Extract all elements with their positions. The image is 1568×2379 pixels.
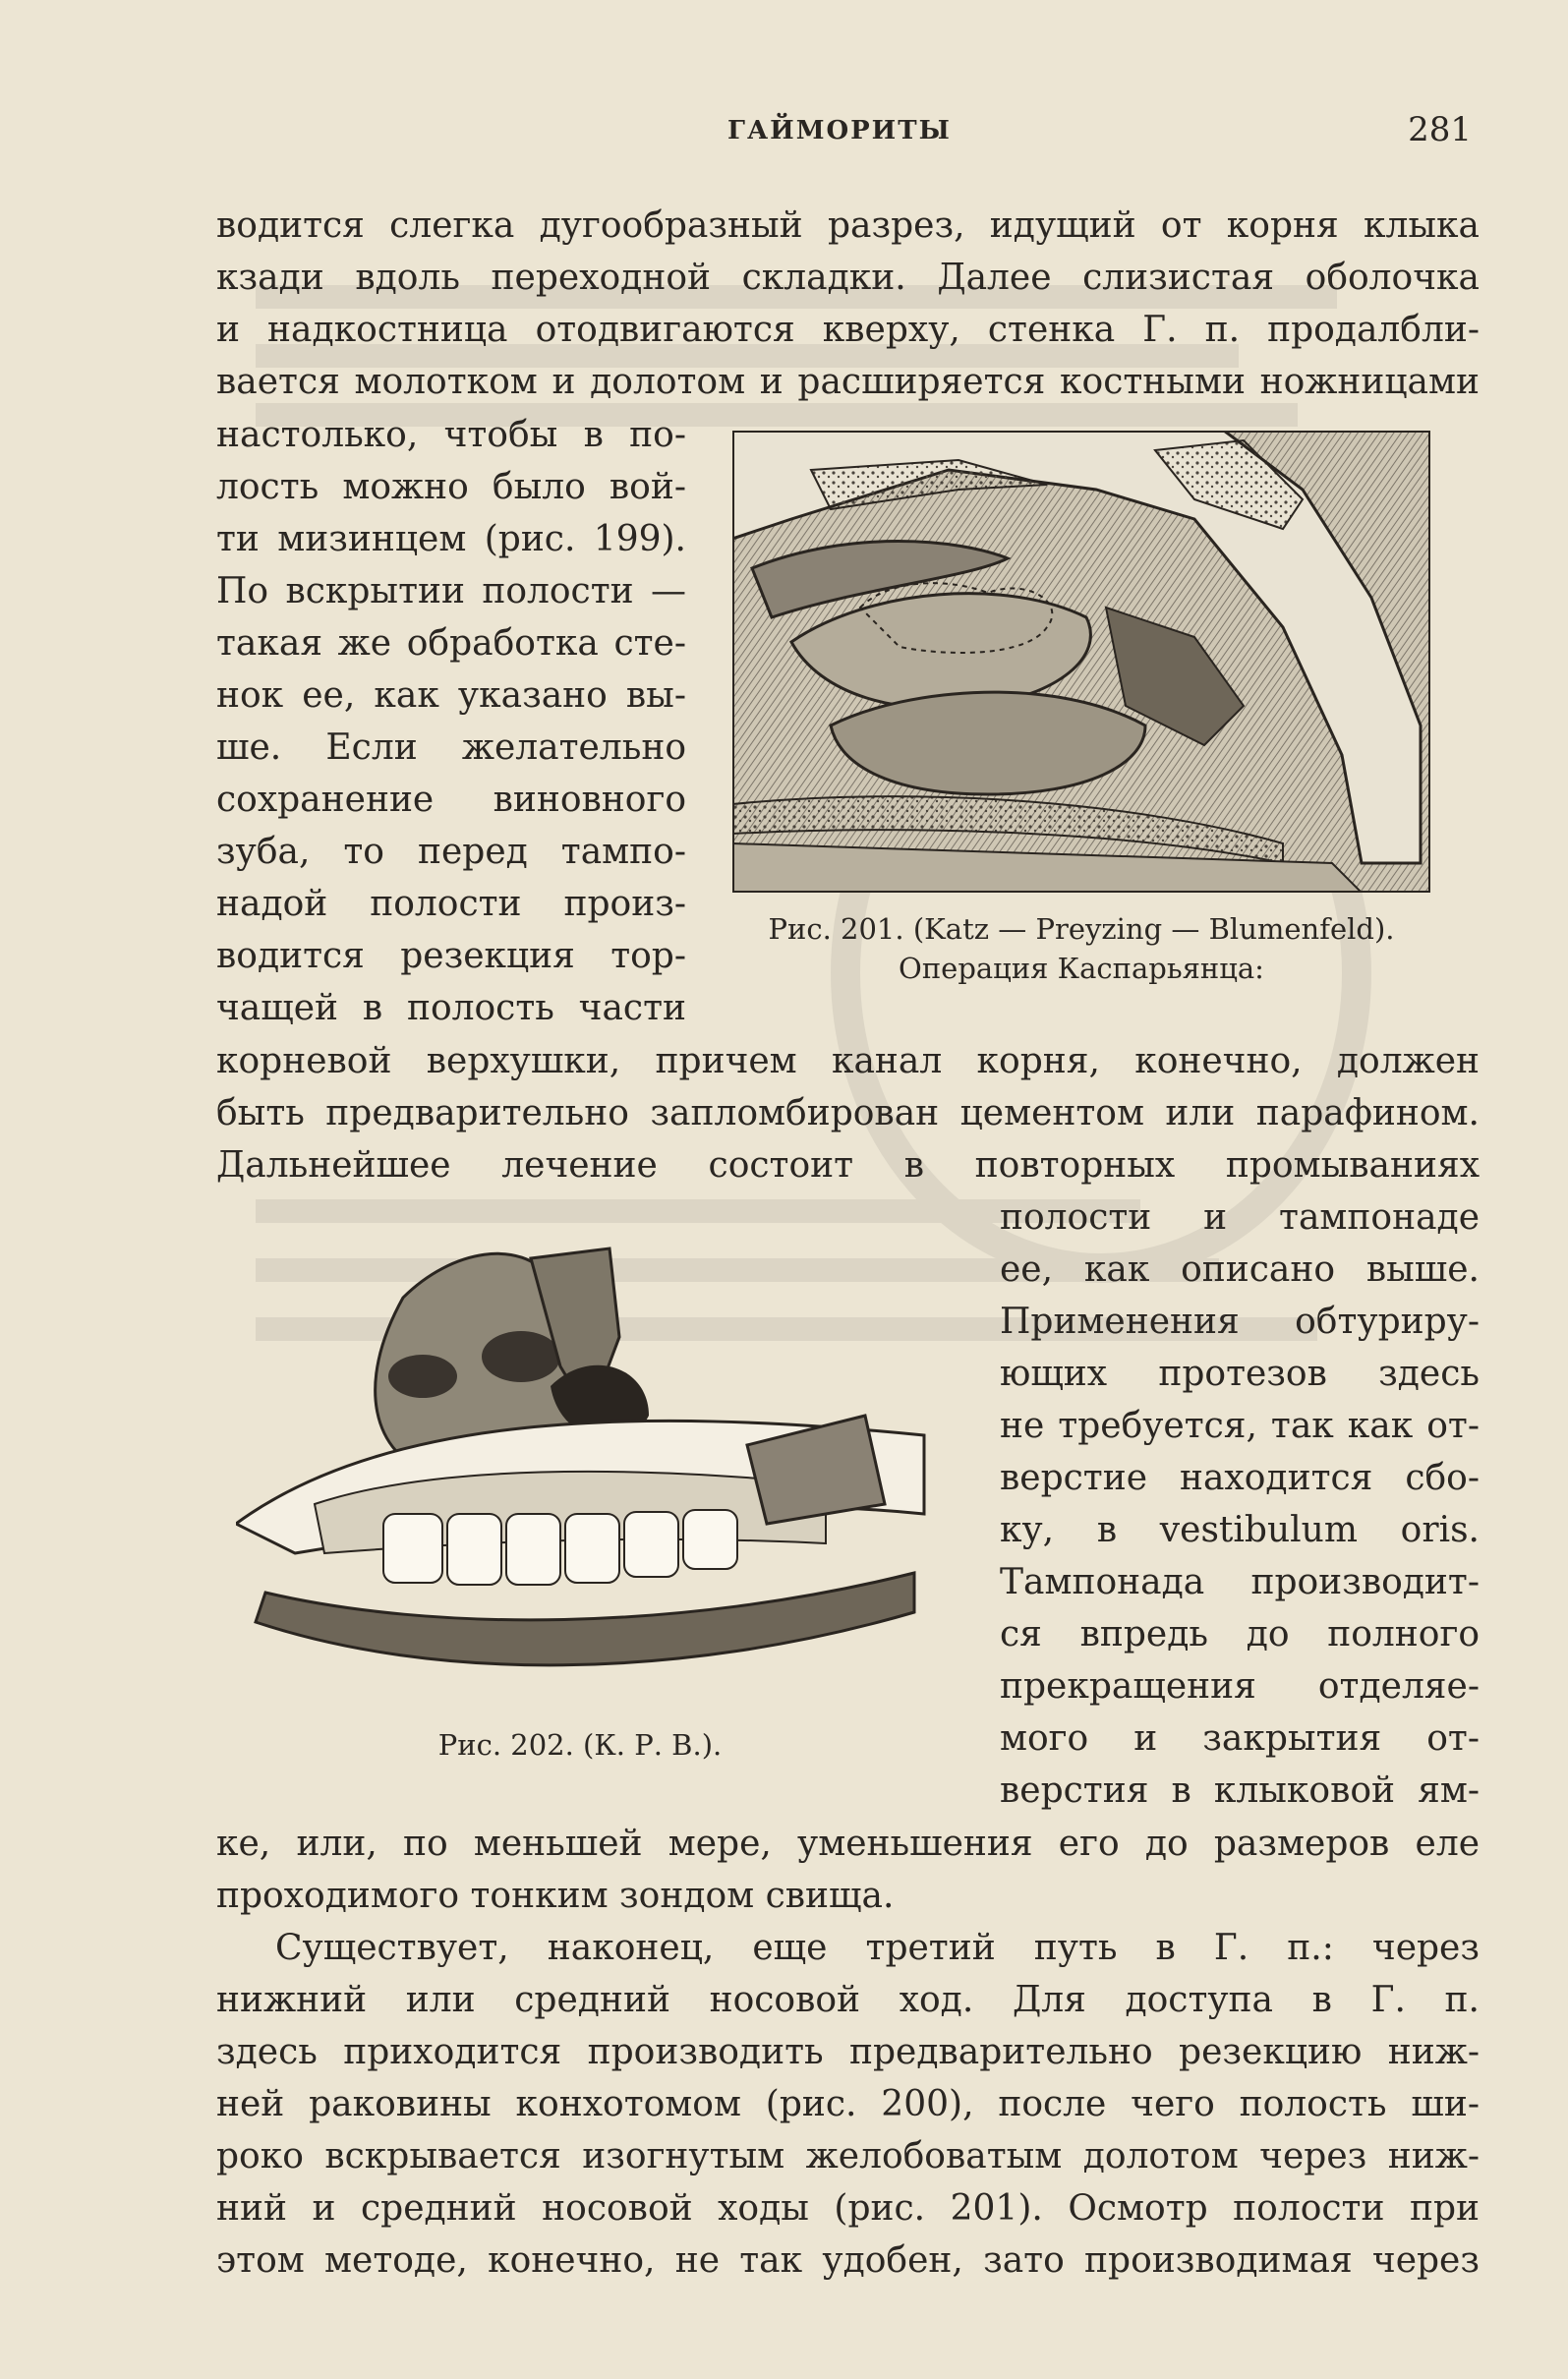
left-column-line: сохранение виновного xyxy=(216,780,686,820)
left-column-line: ти мизинцем (рис. 199). xyxy=(216,519,686,559)
body-line: здесь приходится производить предварительно резекцию ниж- xyxy=(216,2032,1480,2072)
body-line: этом методе, конечно, не так удобен, зато производимая через xyxy=(216,2240,1480,2281)
body-line: и надкостница отодвигаются кверху, стенка Г. п. продалбли- xyxy=(216,310,1480,350)
right-column-line: полости и тампонаде xyxy=(1000,1197,1480,1238)
body-line: ний и средний носовой ходы (рис. 201). Осмотр полости при xyxy=(216,2188,1480,2229)
left-column-line: лость можно было вой- xyxy=(216,467,686,507)
left-column-line: чащей в полость части xyxy=(216,988,686,1028)
right-column-line: ющих протезов здесь xyxy=(1000,1354,1480,1394)
left-column-line: зуба, то перед тампо- xyxy=(216,832,686,872)
left-column-line: нок ее, как указано вы- xyxy=(216,675,686,716)
right-column-line: мого и закрытия от- xyxy=(1000,1718,1480,1759)
left-column-line: ше. Если желательно xyxy=(216,727,686,768)
figure-201-caption-line: Операция Каспарьянца: xyxy=(899,952,1264,985)
body-line: проходимого тонким зондом свища. xyxy=(216,1876,895,1916)
right-column-line: верстия в клыковой ям- xyxy=(1000,1770,1480,1811)
left-column-line: настолько, чтобы в по- xyxy=(216,415,686,455)
left-column-line: надой полости произ- xyxy=(216,884,686,924)
body-line: водится слегка дугообразный разрез, идущий от корня клыка xyxy=(216,205,1480,246)
figure-201-caption-line: Рис. 201. (Katz — Preyzing — Blumenfeld). xyxy=(768,912,1395,946)
right-column-line: ее, как описано выше. xyxy=(1000,1249,1480,1290)
body-line: вается молотком и долотом и расширяется костными ножницами xyxy=(216,362,1480,402)
right-column-line: прекращения отделяе- xyxy=(1000,1666,1480,1707)
page-number: 281 xyxy=(1408,110,1472,149)
figure-202-caption: Рис. 202. (К. Р. В.). xyxy=(437,1728,723,1762)
body-line: нижний или средний носовой ход. Для доступа в Г. п. xyxy=(216,1980,1480,2020)
right-column-line: Тампонада производит- xyxy=(1000,1562,1480,1602)
left-column-line: По вскрытии полости — xyxy=(216,571,686,611)
body-line: ке, или, по меньшей мере, уменьшения его до размеров еле xyxy=(216,1824,1480,1864)
body-line: Существует, наконец, еще третий путь в Г. п.: через xyxy=(275,1928,1480,1968)
right-column-line: верстие находится сбо- xyxy=(1000,1458,1480,1498)
right-column-line: ся впредь до полного xyxy=(1000,1614,1480,1654)
figure-202-illustration xyxy=(236,1219,929,1691)
body-line: ней раковины конхотомом (рис. 200), после чего полость ши- xyxy=(216,2084,1480,2124)
right-column-line: Применения обтуриру- xyxy=(1000,1302,1480,1342)
body-line: Дальнейшее лечение состоит в повторных промываниях xyxy=(216,1145,1480,1186)
running-title: ГАЙМОРИТЫ xyxy=(727,116,952,145)
right-column-line: ку, в vestibulum oris. xyxy=(1000,1510,1480,1550)
left-column-line: водится резекция тор- xyxy=(216,936,686,976)
body-line: роко вскрывается изогнутым желобоватым долотом через ниж- xyxy=(216,2136,1480,2176)
body-line: кзади вдоль переходной складки. Далее слизистая оболочка xyxy=(216,258,1480,298)
body-line: быть предварительно запломбирован цементом или парафином. xyxy=(216,1093,1480,1133)
page-header xyxy=(216,110,1480,159)
body-line: корневой верхушки, причем канал корня, конечно, должен xyxy=(216,1041,1480,1081)
figure-201-illustration xyxy=(732,431,1430,893)
left-column-line: такая же обработка сте- xyxy=(216,623,686,664)
right-column-line: не требуется, так как от- xyxy=(1000,1406,1480,1446)
figure-201-caption xyxy=(723,909,1440,988)
